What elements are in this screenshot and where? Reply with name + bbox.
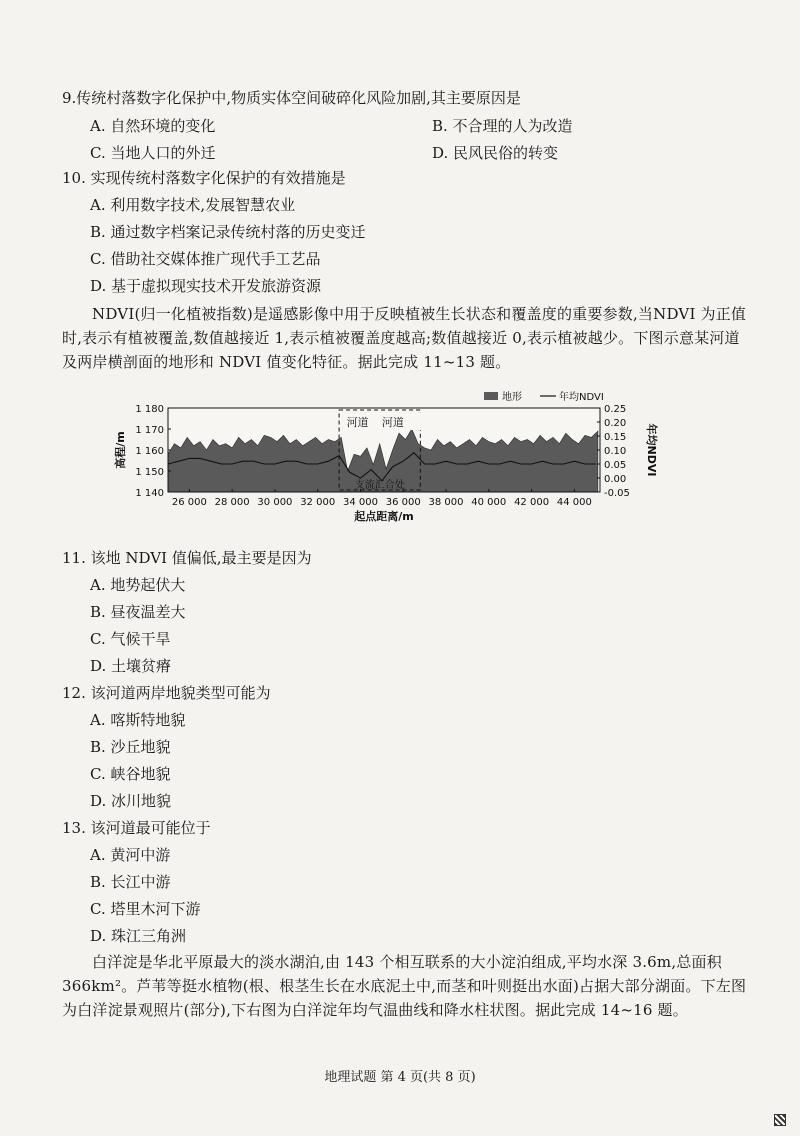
q11-option-c: C. 气候干旱	[90, 630, 171, 648]
y-left-tick-label: 1 180	[135, 404, 164, 415]
q11-option-a: A. 地势起伏大	[90, 576, 186, 594]
x-tick-label: 30 000	[257, 497, 293, 508]
q12-stem: 12. 该河道两岸地貌类型可能为	[62, 684, 271, 702]
q12-option-c: C. 峡谷地貌	[90, 765, 171, 783]
y-right-tick-label: 0.00	[604, 474, 627, 485]
x-axis-label: 起点距离/m	[354, 510, 414, 522]
x-tick-label: 44 000	[556, 497, 592, 508]
annotation-river-2: 河道	[381, 416, 404, 429]
q9-option-b: B. 不合理的人为改造	[432, 117, 573, 135]
y-left-tick-label: 1 150	[135, 467, 164, 478]
q13-stem: 13. 该河道最可能位于	[62, 819, 211, 837]
y-right-tick-label: 0.10	[604, 446, 627, 457]
q12-option-d: D. 冰川地貌	[90, 792, 172, 810]
legend-terrain-swatch	[484, 392, 498, 400]
y-right-tick-label: 0.15	[604, 432, 627, 443]
q9-option-d: D. 民风民俗的转变	[432, 144, 559, 162]
q11-option-d: D. 土壤贫瘠	[90, 657, 172, 675]
q10-option-c: C. 借助社交媒体推广现代手工艺品	[90, 250, 321, 268]
q10-option-d: D. 基于虚拟现实技术开发旅游资源	[90, 277, 322, 295]
x-tick-label: 38 000	[428, 497, 464, 508]
x-tick-label: 28 000	[214, 497, 250, 508]
y-right-axis-label: 年均NDVI	[645, 423, 658, 477]
q13-option-a: A. 黄河中游	[90, 846, 171, 864]
x-tick-label: 34 000	[342, 497, 378, 508]
q10-option-a: A. 利用数字技术,发展智慧农业	[90, 196, 296, 214]
q11-option-b: B. 昼夜温差大	[90, 603, 186, 621]
y-right-tick-label: -0.05	[604, 488, 630, 499]
q9-option-a: A. 自然环境的变化	[90, 117, 216, 135]
q12-option-a: A. 喀斯特地貌	[90, 711, 186, 729]
x-tick-label: 36 000	[385, 497, 421, 508]
y-right-tick-label: 0.20	[604, 418, 627, 429]
q9-option-c: C. 当地人口的外迁	[90, 144, 216, 162]
q13-option-b: B. 长江中游	[90, 873, 171, 891]
q12-option-b: B. 沙丘地貌	[90, 738, 171, 756]
page-footer: 地理试题 第 4 页(共 8 页)	[324, 1070, 476, 1085]
q9-stem: 9.传统村落数字化保护中,物质实体空间破碎化风险加剧,其主要原因是	[62, 89, 521, 107]
q10-option-b: B. 通过数字档案记录传统村落的历史变迁	[90, 223, 366, 241]
x-tick-label: 32 000	[300, 497, 336, 508]
baiyangdian-intro: 白洋淀是华北平原最大的淡水湖泊,由 143 个相互联系的大小淀泊组成,平均水深 3.6m,总面积 366km²。芦苇等挺水植物(根、根茎生长在水底泥土中,而茎和叶则挺出水面)占据大部分湖面。下左图为白洋淀景观照片(部分),下右图为白洋淀年均气温曲线和降水柱状图。据此完成 14~16 题。	[62, 953, 747, 1019]
y-left-tick-label: 1 170	[135, 425, 164, 436]
y-right-tick-label: 0.05	[604, 460, 627, 471]
x-tick-label: 42 000	[514, 497, 550, 508]
y-right-tick-label: 0.25	[604, 404, 627, 415]
y-left-tick-label: 1 160	[135, 446, 164, 457]
terrain-ndvi-chart	[100, 386, 660, 522]
y-left-axis-label: 高程/m	[114, 431, 127, 469]
x-tick-label: 26 000	[171, 497, 207, 508]
q10-stem: 10. 实现传统村落数字化保护的有效措施是	[62, 169, 346, 187]
chart-svg	[100, 386, 660, 522]
qr-code-icon	[774, 1114, 786, 1126]
q13-option-d: D. 珠江三角洲	[90, 927, 187, 945]
y-left-tick-label: 1 140	[135, 488, 164, 499]
legend-terrain-label: 地形	[502, 392, 522, 403]
ndvi-intro: NDVI(归一化植被指数)是遥感影像中用于反映植被生长状态和覆盖度的重要参数,当NDVI 为正值时,表示有植被覆盖,数值越接近 1,表示植被覆盖度越高;数值越接近 0,表示植被越少。下图示意某河道及两岸横剖面的地形和 NDVI 值变化特征。据此完成 11~13 题。	[62, 305, 747, 371]
annotation-river-1: 河道	[346, 416, 369, 429]
annotation-confluence: 支流汇合处	[354, 480, 405, 491]
x-tick-label: 40 000	[471, 497, 507, 508]
q11-stem: 11. 该地 NDVI 值偏低,最主要是因为	[62, 549, 312, 567]
legend-ndvi-label: 年均NDVI	[559, 392, 604, 403]
q13-option-c: C. 塔里木河下游	[90, 900, 201, 918]
